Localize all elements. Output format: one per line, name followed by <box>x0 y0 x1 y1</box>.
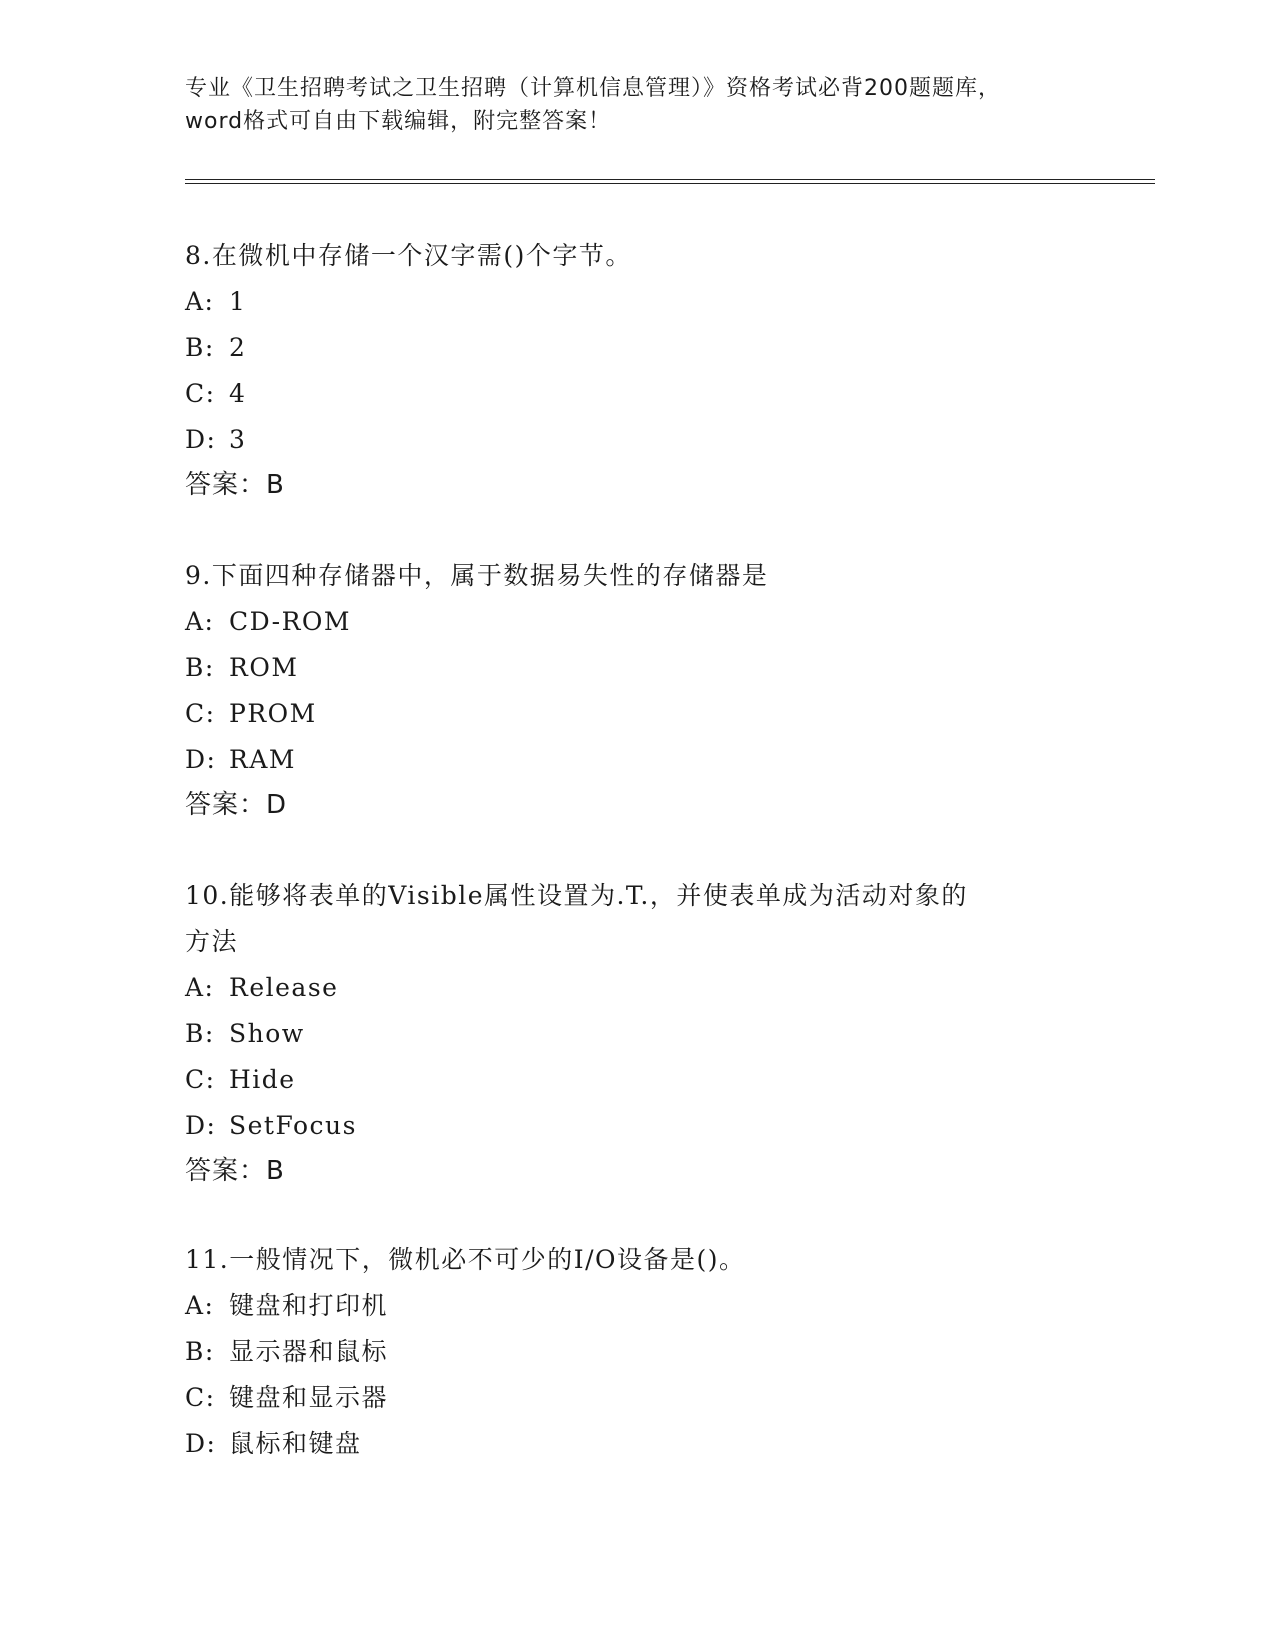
document-header <box>185 72 1085 138</box>
header-line-2: word格式可自由下载编辑，附完整答案！ <box>185 109 612 134</box>
option-label: C: <box>185 379 216 408</box>
option-text: Release <box>229 973 339 1002</box>
option-c <box>185 1057 1085 1103</box>
option-label: B: <box>185 653 215 682</box>
question-11 <box>185 1237 1085 1467</box>
option-text: 1 <box>229 287 247 316</box>
option-b <box>185 1011 1085 1057</box>
option-c <box>185 371 1085 417</box>
option-text: 键盘和显示器 <box>229 1383 389 1412</box>
option-d <box>185 1103 1085 1149</box>
option-label: B: <box>185 1019 215 1048</box>
option-label: D: <box>185 1429 217 1458</box>
option-text: 2 <box>229 333 247 362</box>
option-label: D: <box>185 1111 217 1140</box>
answer: 答案：B <box>185 1156 285 1186</box>
question-stem: 8.在微机中存储一个汉字需()个字节。 <box>185 241 632 270</box>
header-divider-top <box>185 179 1155 180</box>
option-b <box>185 325 1085 371</box>
option-b <box>185 645 1085 691</box>
option-text: 鼠标和键盘 <box>229 1429 362 1458</box>
question-stem: 11.一般情况下，微机必不可少的I/O设备是()。 <box>185 1245 746 1274</box>
option-label: B: <box>185 1337 215 1366</box>
option-a <box>185 279 1085 325</box>
option-text: RAM <box>229 745 296 774</box>
option-label: C: <box>185 1383 216 1412</box>
option-a <box>185 965 1085 1011</box>
option-d <box>185 1421 1085 1467</box>
option-text: SetFocus <box>229 1111 357 1140</box>
question-stem-line-2: 方法 <box>185 927 239 956</box>
option-label: A: <box>185 607 215 636</box>
question-stem-line-1: 10.能够将表单的Visible属性设置为.T.，并使表单成为活动对象的 <box>185 881 968 910</box>
option-label: C: <box>185 1065 216 1094</box>
option-text: 显示器和鼠标 <box>229 1337 389 1366</box>
option-text: 键盘和打印机 <box>229 1291 389 1320</box>
option-text: ROM <box>229 653 299 682</box>
option-d <box>185 417 1085 463</box>
answer: 答案：B <box>185 470 285 500</box>
question-8 <box>185 233 1085 507</box>
option-text: CD-ROM <box>229 607 352 636</box>
option-label: A: <box>185 1291 215 1320</box>
option-d <box>185 737 1085 783</box>
option-label: A: <box>185 287 215 316</box>
option-label: A: <box>185 973 215 1002</box>
option-c <box>185 691 1085 737</box>
question-10 <box>185 873 1085 1193</box>
option-label: D: <box>185 425 217 454</box>
option-a <box>185 1283 1085 1329</box>
header-divider-bottom <box>185 183 1155 184</box>
option-text: Hide <box>229 1065 296 1094</box>
question-stem: 9.下面四种存储器中，属于数据易失性的存储器是 <box>185 561 769 590</box>
option-text: Show <box>229 1019 305 1048</box>
option-c <box>185 1375 1085 1421</box>
option-text: PROM <box>229 699 317 728</box>
option-text: 4 <box>229 379 247 408</box>
option-label: C: <box>185 699 216 728</box>
answer: 答案：D <box>185 790 288 820</box>
option-b <box>185 1329 1085 1375</box>
option-text: 3 <box>229 425 247 454</box>
option-label: B: <box>185 333 215 362</box>
question-9 <box>185 553 1085 827</box>
option-a <box>185 599 1085 645</box>
option-label: D: <box>185 745 217 774</box>
header-line-1: 专业《卫生招聘考试之卫生招聘（计算机信息管理）》资格考试必背200题题库， <box>185 76 1001 101</box>
